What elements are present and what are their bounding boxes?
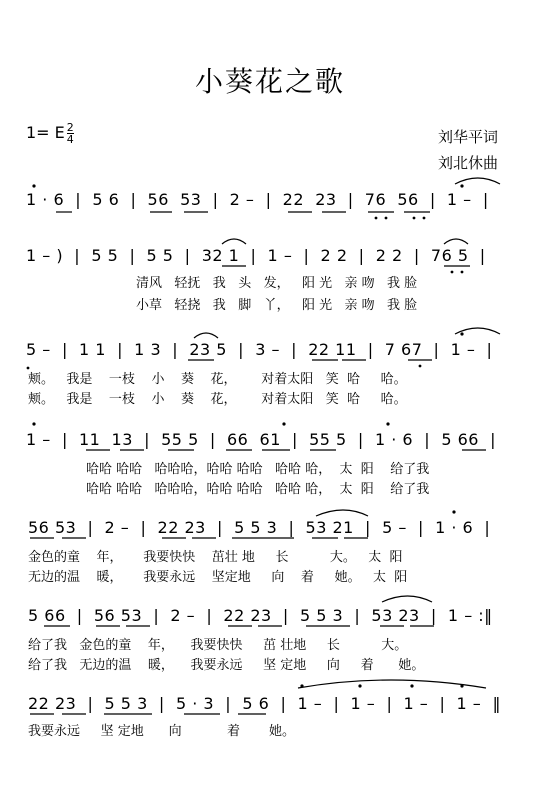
credits: [438, 124, 498, 176]
meter-top: 2: [66, 121, 74, 134]
notes-row-6: 5 66 | 56 53 | 2 – | 22 23 | 5 5 3 | 53 23 | 1 – :‖: [28, 606, 493, 625]
lyric-row-2-verse-2: 小草 轻挠 我 脚 丫， 阳 光 亲 吻 我 脸: [136, 298, 418, 313]
lyric-row-3-verse-1: 颊。 我是 一枝 小 葵 花， 对着太阳 笑 哈 哈。: [28, 372, 407, 387]
meter-bottom: 4: [66, 133, 74, 146]
lyric-row-6-verse-1: 给了我 金色的童 年， 我要快快 茁 壮地 长 大。: [28, 638, 408, 653]
notes-row-2: 1 – ) | 5 5 | 5 5 | 32 1 | 1 – | 2 2 | 2 2 | 76 5 |: [26, 246, 486, 265]
lyric-row-4-verse-1: 哈哈 哈哈 哈哈哈，哈哈 哈哈 哈哈 哈， 太 阳 给了我: [86, 462, 430, 477]
notes-row-4: 1 – | 11 13 | 55 5 | 66 61 | 55 5 | 1 · 6 | 5 66 |: [26, 430, 497, 449]
lyric-row-7-verse-1: 我要永远 坚 定地 向 着 她。: [28, 724, 295, 739]
lyric-row-6-verse-2: 给了我 无边的温 暖， 我要永远 坚 定地 向 着 她。: [28, 658, 425, 673]
lyricist: 刘华平词: [437, 128, 498, 146]
notes-row-7: 22 23 | 5 5 3 | 5 · 3 | 5 6 | 1 – | 1 – | 1 – | 1 – ‖: [28, 694, 501, 713]
lyric-row-3-verse-2: 颊。 我是 一枝 小 葵 花， 对着太阳 笑 哈 哈。: [28, 392, 407, 407]
notes-row-1: 1 · 6 | 5 6 | 56 53 | 2 – | 22 23 | 76 56 | 1 – |: [26, 190, 489, 209]
notes-row-5: 56 53 | 2 – | 22 23 | 5 5 3 | 53 21 | 5 – | 1 · 6 |: [28, 518, 491, 537]
composer: 刘北休曲: [437, 154, 498, 172]
lyric-row-2-verse-1: 清风 轻抚 我 头 发， 阳 光 亲 吻 我 脸: [136, 276, 418, 291]
lyric-row-5-verse-1: 金色的童 年， 我要快快 茁壮 地 长 大。 太 阳: [28, 550, 403, 565]
lyric-row-5-verse-2: 无边的温 暖， 我要永远 坚定地 向 着 她。 太 阳: [28, 570, 408, 585]
key-signature: [26, 122, 74, 145]
lyric-row-4-verse-2: 哈哈 哈哈 哈哈哈，哈哈 哈哈 哈哈 哈， 太 阳 给了我: [86, 482, 430, 497]
key-label: 1= E: [26, 123, 65, 142]
song-title: 小葵花之歌: [194, 65, 345, 98]
notes-row-3: 5 – | 1 1 | 1 3 | 23 5 | 3 – | 22 11 | 7 67 | 1 – |: [26, 340, 493, 359]
time-signature: [67, 122, 74, 145]
